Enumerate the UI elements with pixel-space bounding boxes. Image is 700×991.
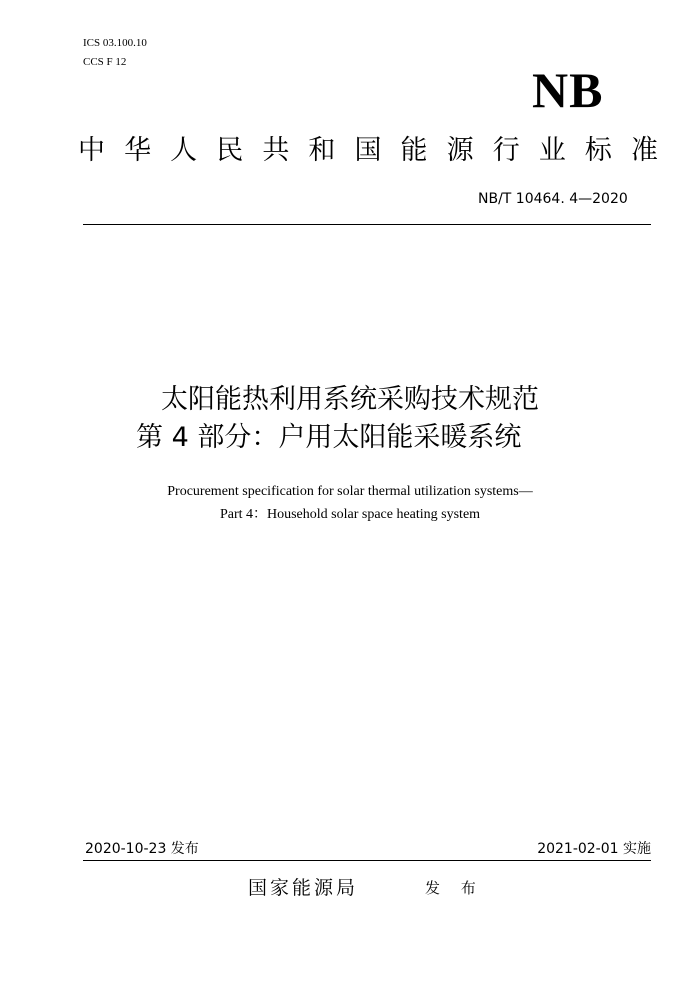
top-divider [83,224,651,225]
org-title-char: 和 [308,135,336,166]
org-title [78,133,658,169]
org-title-char: 准 [630,135,658,166]
title-en-line1: Procurement specification for solar thermal utilization systems— [167,484,533,499]
org-title-char: 标 [584,135,612,166]
publish-date: 2020-10-23 发布 [85,841,199,857]
effective-date: 2021-02-01 实施 [537,841,651,857]
bottom-divider [83,860,651,861]
org-title-char: 共 [262,135,290,166]
title-en-line2: Part 4：Household solar space heating system [219,507,481,522]
standard-number: NB/T 10464. 4—2020 [478,191,628,207]
ics-code: ICS 03.100.10 [83,37,147,49]
org-title-char: 源 [446,135,474,166]
issuer-name: 国家能源局 [248,877,359,899]
ccs-code: CCS F 12 [83,56,127,68]
org-title-char: 国 [354,135,382,166]
org-title-char: 人 [170,135,198,166]
title-cn-line1: 太阳能热利用系统采购技术规范 [161,384,539,415]
title-cn-line2: 第 4 部分：户用太阳能采暖系统 [136,422,522,453]
org-title-char: 业 [538,135,566,166]
nb-logo: NB [532,62,604,118]
issue-label: 发 布 [425,879,484,897]
org-title-char: 民 [216,135,244,166]
org-title-char: 华 [124,135,152,166]
org-title-char: 中 [78,135,105,166]
org-title-char: 行 [492,135,520,166]
org-title-char: 能 [400,135,428,166]
